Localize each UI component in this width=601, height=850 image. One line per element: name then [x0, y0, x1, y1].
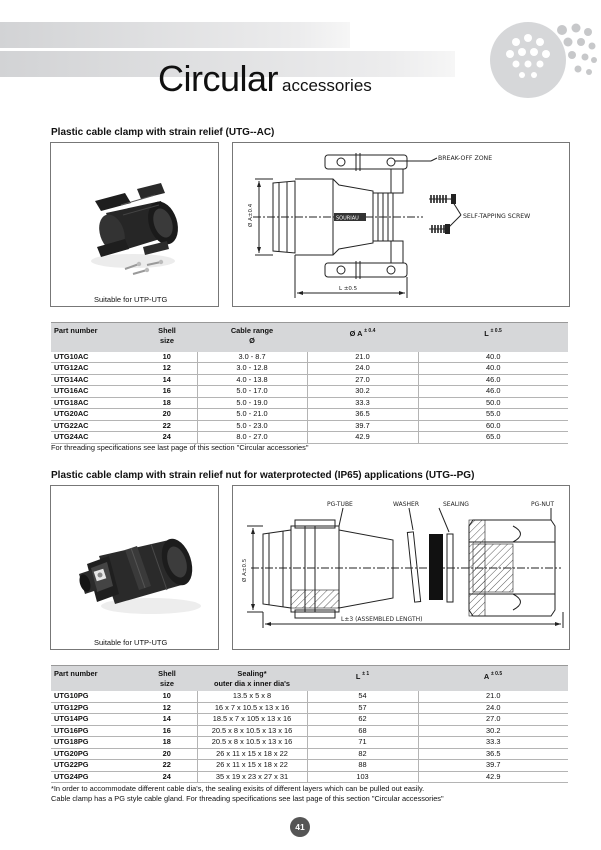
section1-note: For threading specifications see last page of this section "Circular accessories": [51, 443, 309, 452]
page-title: [158, 58, 372, 100]
page-title-main: Circular: [158, 58, 279, 99]
table-row: UTG16AC 16 5.0 - 17.0 30.2 46.0: [51, 386, 568, 398]
col-header-dim-l: L $^{\pm 0.5}$: [418, 323, 568, 352]
section2-note-2: Cable clamp has a PG style cable gland. For threading specifications see last page of this section "Circular accessories": [51, 794, 444, 803]
utg-pg-technical-drawing: [233, 486, 569, 649]
table-row: UTG20PG 20 26 x 11 x 15 x 18 x 22 82 36.5: [51, 748, 568, 760]
section1-title: Plastic cable clamp with strain relief (UTG--AC): [51, 127, 275, 138]
drawing2-dim-l-label: L±3 (ASSEMBLED LENGTH): [341, 616, 423, 623]
section1-photo-box: [50, 142, 219, 307]
drawing1-brand-label: SOURIAU: [336, 215, 359, 222]
table-row: UTG10PG 10 13.5 x 5 x 8 54 21.0: [51, 691, 568, 702]
drawing1-dim-a-label: Ø A±0.4: [248, 203, 254, 227]
table-header-row: [51, 666, 568, 692]
table-row: UTG18PG 18 20.5 x 8 x 10.5 x 13 x 16 71 33.3: [51, 737, 568, 749]
section2-note-1: *In order to accommodate different cable dia's, the sealing exisits of different layers which can be pulled out easily.: [51, 784, 425, 793]
drawing2-sealing-label: SEALING: [443, 501, 469, 508]
table-header-row: [51, 323, 568, 352]
col-header-shell-size: Shell size: [137, 323, 197, 352]
utg-pg-product-photo: [51, 486, 218, 649]
table-row: UTG24AC 24 8.0 - 27.0 42.9 65.0: [51, 432, 568, 444]
section2-photo-caption: Suitable for UTP-UTG: [94, 638, 168, 647]
table-row: UTG14AC 14 4.0 - 13.8 27.0 46.0: [51, 374, 568, 386]
drawing2-dim-a-label: Ø A±0.5: [242, 558, 248, 582]
col-header-dim-a: Ø A $^{\pm 0.4}$: [307, 323, 418, 352]
page-number-badge: 41: [290, 817, 310, 837]
col-header-cable-range: Cable range Ø: [197, 323, 307, 352]
section2-title: Plastic cable clamp with strain relief nut for waterprotected (IP65) applications (UTG--PG): [51, 470, 475, 481]
col-header-shell-size: Shell size: [137, 666, 197, 692]
section2-spec-table: [51, 665, 568, 783]
col-header-part-number: Part number: [51, 323, 137, 352]
table-row: UTG10AC 10 3.0 - 8.7 21.0 40.0: [51, 352, 568, 363]
utg-ac-technical-drawing: [233, 143, 569, 306]
table-row: UTG12PG 12 16 x 7 x 10.5 x 13 x 16 57 24.0: [51, 702, 568, 714]
section2-photo-box: [50, 485, 219, 650]
col-header-sealing: Sealing* outer dia x inner dia's: [197, 666, 307, 692]
table-row: UTG22AC 22 5.0 - 23.0 39.7 60.0: [51, 420, 568, 432]
col-header-dim-l: L $^{\pm 1}$: [307, 666, 418, 692]
table-row: UTG20AC 20 5.0 - 21.0 36.5 55.0: [51, 409, 568, 421]
drawing2-washer-label: WASHER: [393, 501, 419, 508]
page-title-sub: accessories: [282, 76, 372, 95]
table-row: UTG12AC 12 3.0 - 12.8 24.0 40.0: [51, 363, 568, 375]
table-row: UTG22PG 22 26 x 11 x 15 x 18 x 22 88 39.7: [51, 760, 568, 772]
table-row: UTG16PG 16 20.5 x 8 x 10.5 x 13 x 16 68 30.2: [51, 725, 568, 737]
utg-ac-product-photo: [51, 143, 218, 306]
decorative-dots-graphic: [486, 18, 598, 98]
drawing2-nut-label: PG-NUT: [531, 501, 554, 508]
table-row: UTG18AC 18 5.0 - 19.0 33.3 50.0: [51, 397, 568, 409]
section2-drawing-box: [232, 485, 570, 650]
drawing2-tube-label: PG-TUBE: [327, 501, 353, 508]
drawing1-break-off-label: BREAK-OFF ZONE: [438, 155, 493, 162]
header-bar-top: [0, 22, 350, 48]
table-row: UTG14PG 14 18.5 x 7 x 105 x 13 x 16 62 27.0: [51, 714, 568, 726]
section1-photo-caption: Suitable for UTP-UTG: [94, 295, 168, 304]
col-header-dim-a: A $^{\pm 0.5}$: [418, 666, 568, 692]
drawing1-screw-label: SELF-TAPPING SCREW: [463, 213, 531, 220]
drawing1-dim-l-label: L ±0.5: [339, 286, 358, 292]
table-row: UTG24PG 24 35 x 19 x 23 x 27 x 31 103 42.9: [51, 771, 568, 783]
section1-spec-table: [51, 322, 568, 444]
section1-drawing-box: [232, 142, 570, 307]
col-header-part-number: Part number: [51, 666, 137, 692]
